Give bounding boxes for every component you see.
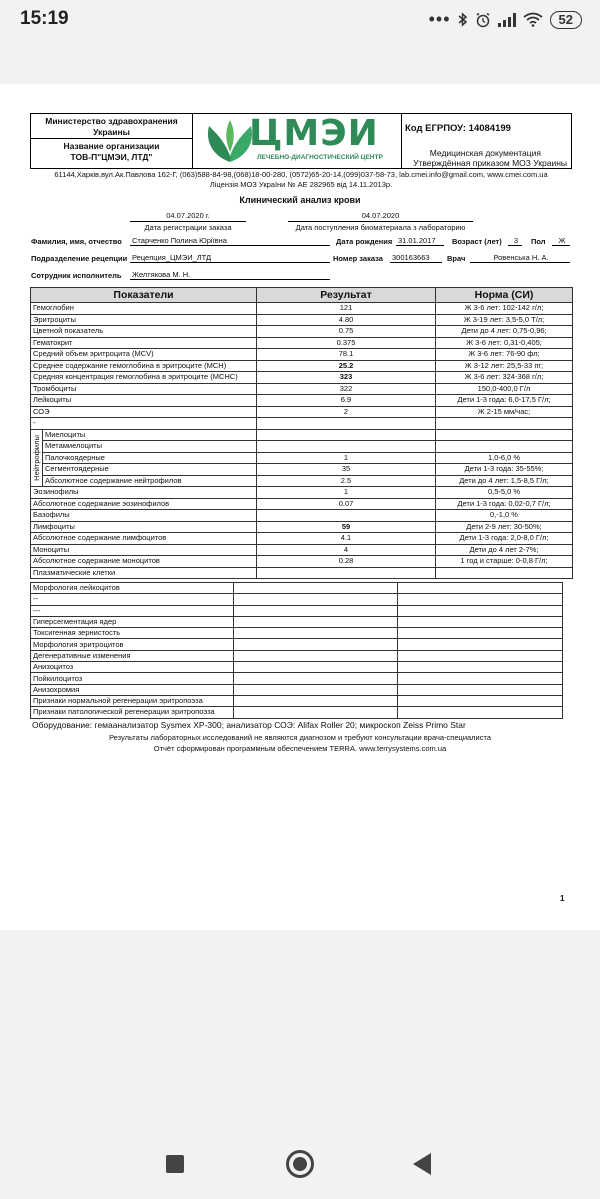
results-header-row <box>31 288 573 303</box>
morphology-label: Признаки патологической регенерации эритропоэза <box>31 707 234 718</box>
morphology-value <box>234 673 398 684</box>
dept-value: Рецепция_ЦМЭИ_ЛТД <box>130 253 330 263</box>
morphology-value <box>234 594 398 605</box>
morphology-label: Дегенеративные изменения <box>31 650 234 661</box>
table-row <box>31 314 573 326</box>
indicator-name: Моноциты <box>31 544 257 556</box>
morphology-row <box>31 616 563 627</box>
norm-value: Дети до 4 лет: 1,5-8,5 Г/л; <box>436 475 573 487</box>
recent-apps-icon[interactable] <box>166 1155 184 1173</box>
disclaimer-note: Результаты лабораторных исследований не являются диагнозом и требуют консультации врача-специалиста <box>108 733 492 742</box>
status-time: 15:19 <box>20 8 69 29</box>
indicator-name: Средний объем эритроцита (MCV) <box>31 349 257 361</box>
norm-value: 1 год и старше: 0-0,8 Г/л; <box>436 556 573 568</box>
indicator-name: Цветной показатель <box>31 326 257 338</box>
norm-value: Ж 3-6 лет: 324-368 г/л; <box>436 372 573 384</box>
dob-value: 31.01.2017 <box>396 236 444 246</box>
ministry-name: Министерство здравохранения Украины <box>31 114 192 139</box>
logo-text: ЦМЭИ <box>249 114 379 154</box>
morphology-label: Признаки нормальной регенерации эритропоэза <box>31 695 234 706</box>
result-value <box>257 567 436 579</box>
org-block <box>31 139 192 168</box>
header-right <box>402 114 571 168</box>
result-value: 2.5 <box>257 475 436 487</box>
morphology-value <box>234 628 398 639</box>
patient-name: Старченко Полина Юріївна <box>130 236 330 246</box>
morphology-label: Морфология эритроцитов <box>31 639 234 650</box>
org-label: Название организации <box>63 141 160 151</box>
table-row <box>31 487 573 499</box>
result-value <box>257 441 436 453</box>
dob-label: Дата рождения <box>336 237 393 246</box>
result-value: 0.28 <box>257 556 436 568</box>
morphology-label: Анизоцитоз <box>31 662 234 673</box>
indicator-name: Плазматические клетки <box>31 567 257 579</box>
status-bar <box>0 0 600 84</box>
indicator-name: Абсолютное содержание моноцитов <box>31 556 257 568</box>
result-value <box>257 510 436 522</box>
result-value: 0.375 <box>257 337 436 349</box>
navigation-bar <box>0 1128 600 1199</box>
morphology-row <box>31 662 563 673</box>
table-row <box>31 349 573 361</box>
morphology-note <box>398 673 563 684</box>
indicator-name: Абсолютное содержание эозинофилов <box>31 498 257 510</box>
norm-value: Дети 2-9 лет: 30-50%; <box>436 521 573 533</box>
morphology-label: Токсигенная зернистость <box>31 628 234 639</box>
header-indicators: Показатели <box>31 288 257 303</box>
clinic-address <box>30 170 572 190</box>
table-row <box>31 498 573 510</box>
table-row <box>31 406 573 418</box>
table-row <box>31 383 573 395</box>
order-value: 300163663 <box>390 253 442 263</box>
alarm-icon <box>475 12 491 28</box>
norm-value <box>436 429 573 441</box>
indicator-name: Сегментоядерные <box>43 464 257 476</box>
norm-value <box>436 567 573 579</box>
table-row <box>31 556 573 568</box>
morphology-label: Гиперсегментация ядер <box>31 616 234 627</box>
morphology-row <box>31 673 563 684</box>
indicator-name: Гемоглобин <box>31 303 257 315</box>
table-row <box>31 429 573 441</box>
bluetooth-icon <box>458 12 468 27</box>
equipment-note: Оборудование: гемаанализатор Sysmex XP-300; анализатор СОЭ: Alifax Roller 20; микроскоп Zeiss Primo Star <box>32 720 466 730</box>
indicator-name: Миелоциты <box>43 429 257 441</box>
result-value: 59 <box>257 521 436 533</box>
morphology-value <box>234 650 398 661</box>
morphology-row <box>31 650 563 661</box>
norm-value: Ж 3-6 лет: 0,31-0,405; <box>436 337 573 349</box>
morphology-label: Пойкилоцитоз <box>31 673 234 684</box>
table-row <box>31 533 573 545</box>
table-row <box>31 337 573 349</box>
registration-date: 04.07.2020 г. <box>130 211 246 222</box>
morphology-value <box>234 583 398 594</box>
norm-value: Дети 1-3 года: 0,02-0,7 Г/л; <box>436 498 573 510</box>
result-value: 1 <box>257 487 436 499</box>
morphology-label: --- <box>31 605 234 616</box>
more-dots-icon: ••• <box>428 9 451 29</box>
clinic-logo <box>193 114 402 168</box>
neutrophils-label: Нейтрофилы <box>31 434 41 481</box>
age-value: 3 <box>508 236 522 246</box>
norm-value: Ж 3-6 лет: 102-142 г/л; <box>436 303 573 315</box>
result-value: 0.07 <box>257 498 436 510</box>
dept-label: Подразделение рецепции <box>31 254 128 263</box>
morphology-note <box>398 583 563 594</box>
norm-value: Ж 2-15 мм/час; <box>436 406 573 418</box>
morphology-value <box>234 684 398 695</box>
norm-value: Ж 3-6 лет: 76-90 фл; <box>436 349 573 361</box>
morphology-note <box>398 650 563 661</box>
morphology-table <box>30 582 563 719</box>
morphology-label: -- <box>31 594 234 605</box>
logo-subtitle: ЛЕЧЕБНО-ДИАГНОСТИЧЕСКИЙ ЦЕНТР <box>257 154 383 161</box>
result-value <box>257 429 436 441</box>
indicator-name: СОЭ <box>31 406 257 418</box>
morphology-row <box>31 684 563 695</box>
indicator-name: Средняя концентрация гемоглобина в эритроците (MCHC) <box>31 372 257 384</box>
patient-name-label: Фамилия, имя, отчество <box>31 237 122 246</box>
doctor-label: Врач <box>447 254 466 263</box>
report-header <box>30 113 572 169</box>
table-row <box>31 372 573 384</box>
norm-value: Дети 1-3 года: 2,0-8,0 Г/л; <box>436 533 573 545</box>
result-value: 4.80 <box>257 314 436 326</box>
morphology-note <box>398 684 563 695</box>
table-row <box>31 521 573 533</box>
age-label: Возраст (лет) <box>452 237 502 246</box>
morphology-value <box>234 639 398 650</box>
header-result: Результат <box>257 288 436 303</box>
table-row <box>31 544 573 556</box>
table-row <box>31 360 573 372</box>
wifi-icon <box>523 12 543 27</box>
order-label: Номер заказа <box>333 254 383 263</box>
license-line: Ліцензія МОЗ України № АЕ 282965 від 14.11.2013р. <box>209 180 393 189</box>
morphology-note <box>398 662 563 673</box>
software-note: Отчёт сформирован программным обеспечением TERRA. www.terrysystems.com.ua <box>153 744 447 753</box>
result-value: 6.9 <box>257 395 436 407</box>
result-value: 322 <box>257 383 436 395</box>
org-name: ТОВ-П"ЦМЭИ, ЛТД" <box>70 152 153 162</box>
table-row <box>31 441 573 453</box>
report-title: Клинический анализ крови <box>239 195 361 205</box>
address-line: 61144,Харків,вул.Ак.Павлова 162-Г, (063)588-84-98,(068)18-00-280, (0572)65-20-14,(099)037-58-73, lab.cmei.info@gmail.com, www.cmei.com.ua <box>54 170 548 179</box>
results-table <box>30 287 573 579</box>
norm-value: 1,0-6,0 % <box>436 452 573 464</box>
table-row <box>31 475 573 487</box>
morphology-row <box>31 628 563 639</box>
morphology-label: Анизохромия <box>31 684 234 695</box>
back-icon[interactable] <box>413 1153 431 1175</box>
morphology-note <box>398 628 563 639</box>
morphology-value <box>234 707 398 718</box>
morphology-value <box>234 695 398 706</box>
norm-value: Ж 3-19 лет: 3,5-5,0 Т/л; <box>436 314 573 326</box>
result-value: 323 <box>257 372 436 384</box>
norm-value: Дети до 4 лет 2-7%; <box>436 544 573 556</box>
norm-value: 150,0-400,0 Г/л <box>436 383 573 395</box>
norm-value: Ж 3-12 лет: 25,5-33 пг; <box>436 360 573 372</box>
morphology-row <box>31 605 563 616</box>
doctor-value: Ровенська Н. А. <box>470 253 570 263</box>
table-row <box>31 395 573 407</box>
arrival-date: 04.07.2020 <box>288 211 473 222</box>
arrival-date-label: Дата поступления биоматериала з лабораторию <box>295 223 466 232</box>
edrpou-code: Код ЕГРПОУ: 14084199 <box>405 123 511 134</box>
staff-value: Желтякова М. Н. <box>130 270 330 280</box>
norm-value: Дети 1-3 года: 35-55%; <box>436 464 573 476</box>
morphology-row <box>31 707 563 718</box>
result-value: 4.1 <box>257 533 436 545</box>
neutrophils-group-label <box>31 429 43 487</box>
indicator-name: Лимфоциты <box>31 521 257 533</box>
document-page[interactable] <box>0 84 600 930</box>
norm-value: 0,5-5,0 % <box>436 487 573 499</box>
morphology-note <box>398 695 563 706</box>
morphology-row <box>31 695 563 706</box>
table-row <box>31 452 573 464</box>
morphology-label: Морфология лейкоцитов <box>31 583 234 594</box>
result-value: 121 <box>257 303 436 315</box>
sex-label: Пол <box>531 237 546 246</box>
indicator-name: Тромбоциты <box>31 383 257 395</box>
indicator-name: Метамиелоциты <box>43 441 257 453</box>
norm-value <box>436 418 573 430</box>
morphology-value <box>234 616 398 627</box>
table-row <box>31 303 573 315</box>
staff-label: Сотрудник исполнитель <box>31 271 122 280</box>
table-row <box>31 567 573 579</box>
result-value: 78.1 <box>257 349 436 361</box>
approved-label: Утверждённая приказом МОЗ Украины <box>413 158 567 168</box>
sex-value: Ж <box>552 236 570 246</box>
indicator-name: Эозинофилы <box>31 487 257 499</box>
morphology-note <box>398 707 563 718</box>
page-number: 1 <box>560 894 565 903</box>
result-value: 1 <box>257 452 436 464</box>
result-value: 2 <box>257 406 436 418</box>
morphology-note <box>398 605 563 616</box>
norm-value: Дети 1-3 года: 6,0-17,5 Г/л; <box>436 395 573 407</box>
result-value <box>257 418 436 430</box>
arrival-date-block <box>288 211 473 232</box>
result-value: 4 <box>257 544 436 556</box>
indicator-name: Эритроциты <box>31 314 257 326</box>
morphology-row <box>31 594 563 605</box>
result-value: 35 <box>257 464 436 476</box>
indicator-name: Абсолютное содержание нейтрофилов <box>43 475 257 487</box>
table-row <box>31 326 573 338</box>
norm-value <box>436 441 573 453</box>
norm-value: Дети до 4 лет: 0,75-0,96; <box>436 326 573 338</box>
result-value: 0.75 <box>257 326 436 338</box>
morphology-note <box>398 594 563 605</box>
battery-icon: 52 <box>550 11 582 29</box>
table-row <box>31 464 573 476</box>
norm-value: 0,-1,0 % <box>436 510 573 522</box>
morphology-note <box>398 639 563 650</box>
home-icon[interactable] <box>286 1150 314 1178</box>
morphology-value <box>234 662 398 673</box>
morphology-row <box>31 639 563 650</box>
indicator-name: Среднее содержание гемоглобина в эритроците (MCH) <box>31 360 257 372</box>
viewer-background <box>0 930 600 1128</box>
header-norm: Норма (СИ) <box>436 288 573 303</box>
indicator-name: Гематокрит <box>31 337 257 349</box>
indicator-name: - <box>31 418 257 430</box>
result-value: 25.2 <box>257 360 436 372</box>
signal-icon <box>498 13 516 27</box>
morphology-row <box>31 583 563 594</box>
morphology-note <box>398 616 563 627</box>
indicator-name: Палочкоядерные <box>43 452 257 464</box>
registration-date-block <box>130 211 246 232</box>
indicator-name: Лейкоциты <box>31 395 257 407</box>
table-row <box>31 418 573 430</box>
registration-date-label: Дата регистрации заказа <box>144 223 232 232</box>
status-icons <box>429 9 582 30</box>
table-row <box>31 510 573 522</box>
morphology-value <box>234 605 398 616</box>
header-left <box>31 114 193 168</box>
indicator-name: Базофилы <box>31 510 257 522</box>
med-doc-label: Медицинская документация <box>429 148 541 158</box>
indicator-name: Абсолютное содержание лимфоцитов <box>31 533 257 545</box>
